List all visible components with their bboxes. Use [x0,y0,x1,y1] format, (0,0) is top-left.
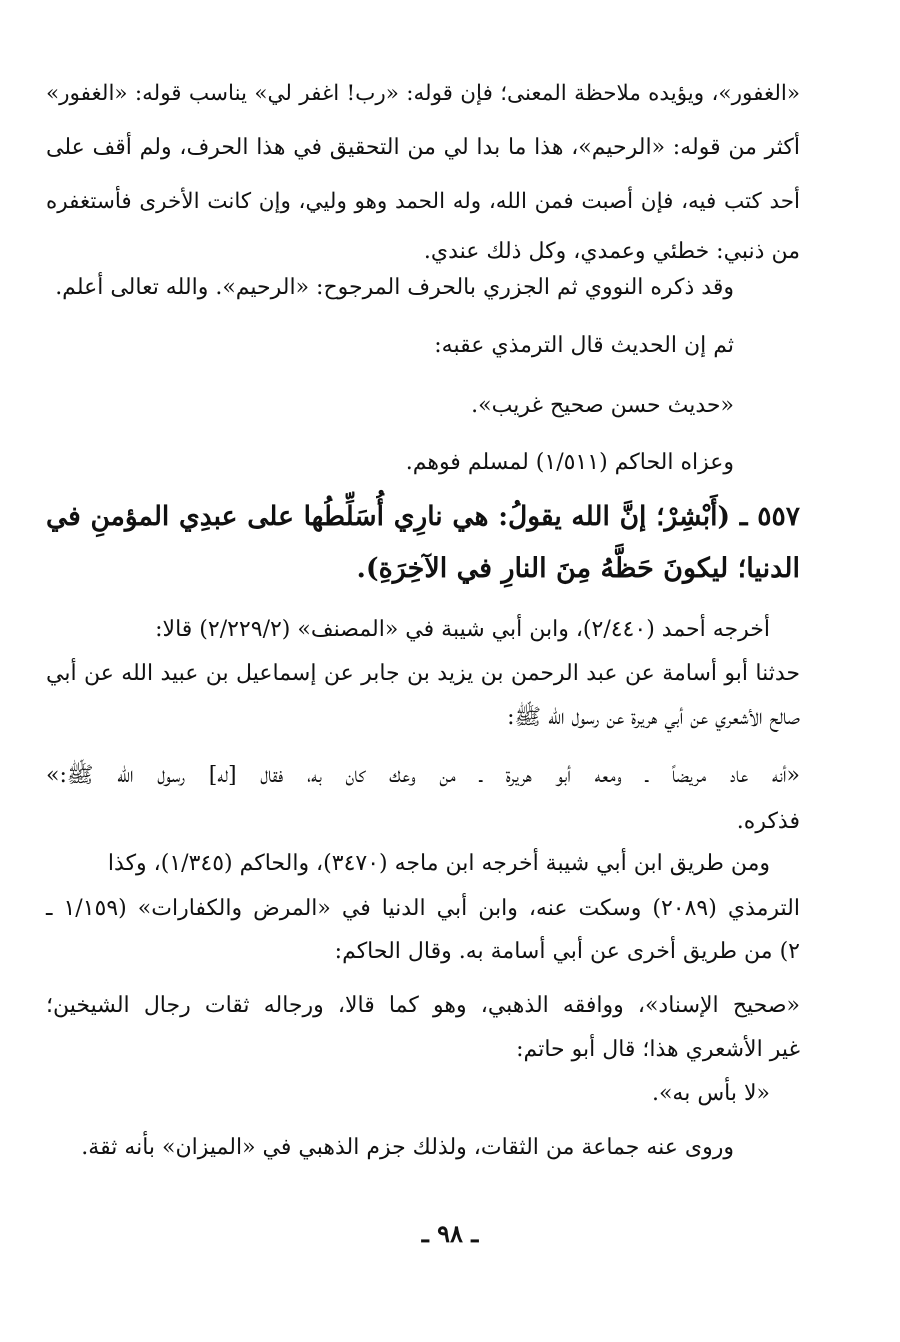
text-line: وقد ذكره النووي ثم الجزري بالحرف المرجوح: «الرحيم». والله تعالى أعلم. [55,275,734,300]
text-line: أكثر من قوله: «الرحيم»، هذا ما بدا لي من التحقيق في هذا الحرف، ولم أقف على [46,135,800,160]
text-line: صالح الأشعري عن أبي هريرة عن رسول الله ﷺ: [507,705,800,730]
text-line: من ذنبي: خطئي وعمدي، وكل ذلك عندي. [423,239,800,264]
quoted-line: «أنه عاد مريضاً ـ ومعه أبو هريرة ـ من وعك كان به، فقال [له] رسول الله ﷺ:» [46,763,800,788]
text-line: فذكره. [736,809,800,834]
page-number: ـ ٩٨ ـ [421,1219,479,1248]
text-line: وعزاه الحاكم (١/٥١١) لمسلم فوهم. [405,450,734,475]
text-line: وروى عنه جماعة من الثقات، ولذلك جزم الذهبي في «الميزان» بأنه ثقة. [81,1135,734,1160]
quoted-line: «صحيح الإسناد»، ووافقه الذهبي، وهو كما قالا، ورجاله ثقات رجال الشيخين؛ [46,993,800,1018]
text-line: ومن طريق ابن أبي شيبة أخرجه ابن ماجه (٣٤٧٠)، والحاكم (١/٣٤٥)، وكذا [107,851,770,876]
hadith-heading: الدنيا؛ ليكونَ حَظَّهُ مِنَ النارِ في الآخِرَةِ). [356,553,800,584]
quoted-line: «لا بأس به». [651,1081,770,1106]
text-line: ثم إن الحديث قال الترمذي عقبه: [434,333,734,358]
hadith-heading: ٥٥٧ ـ (أَبْشِرْ؛ إنَّ الله يقولُ: هي نارِي أُسَلِّطُها على عبدِي المؤمنِ في [46,501,800,532]
text-line: أخرجه أحمد (٢/٤٤٠)، وابن أبي شيبة في «المصنف» (٢/٢٢٩/٢) قالا: [155,617,770,642]
text-line: «الغفور»، ويؤيده ملاحظة المعنى؛ فإن قوله: «رب! اغفر لي» يناسب قوله: «الغفور» [46,81,800,106]
text-line: الترمذي (٢٠٨٩) وسكت عنه، وابن أبي الدنيا في «المرض والكفارات» (١/١٥٩ ـ [46,896,800,921]
text-line: أحد كتب فيه، فإن أصبت فمن الله، وله الحمد وهو وليي، وإن كانت الأخرى فأستغفره [46,189,800,214]
text-line: غير الأشعري هذا؛ قال أبو حاتم: [516,1037,800,1062]
text-line: حدثنا أبو أسامة عن عبد الرحمن بن يزيد بن جابر عن إسماعيل بن عبيد الله عن أبي [46,661,800,686]
text-line: ٢) من طريق أخرى عن أبي أسامة به. وقال الحاكم: [334,939,800,964]
quoted-line: «حديث حسن صحيح غريب». [471,393,734,418]
